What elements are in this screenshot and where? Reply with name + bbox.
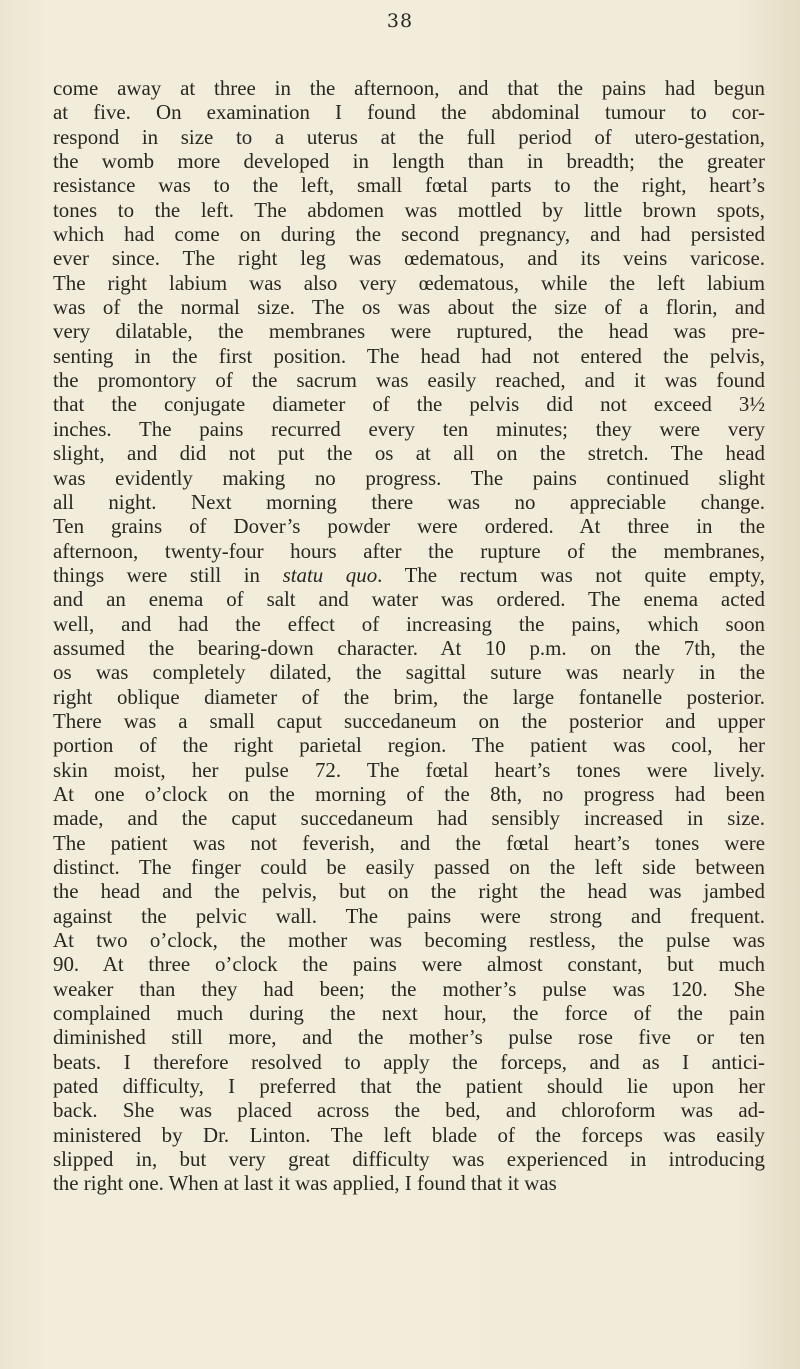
text-line: well, and had the effect of increasing the pains, which soon bbox=[53, 611, 765, 636]
text-line: things were still in statu quo. The rectum was not quite empty, bbox=[53, 562, 765, 587]
text-line: the womb more developed in length than in breadth; the greater bbox=[53, 149, 765, 174]
text-line: that the conjugate diameter of the pelvis did not exceed 3½ bbox=[53, 392, 765, 417]
body-text bbox=[53, 76, 765, 1196]
text-line: and an enema of salt and water was ordered. The enema acted bbox=[53, 587, 765, 612]
text-line: made, and the caput succedaneum had sensibly increased in size. bbox=[53, 806, 765, 831]
text-line: afternoon, twenty-four hours after the rupture of the membranes, bbox=[53, 538, 765, 563]
text-line: beats. I therefore resolved to apply the forceps, and as I antici- bbox=[53, 1049, 765, 1074]
text-line: diminished still more, and the mother’s pulse rose five or ten bbox=[53, 1025, 765, 1050]
text-line: the right one. When at last it was applied, I found that it was bbox=[53, 1171, 557, 1196]
text-line: the head and the pelvis, but on the right the head was jambed bbox=[53, 879, 765, 904]
text-line: all night. Next morning there was no appreciable change. bbox=[53, 489, 765, 514]
text-line: was evidently making no progress. The pains continued slight bbox=[53, 465, 765, 490]
text-line: At two o’clock, the mother was becoming restless, the pulse was bbox=[53, 928, 765, 953]
text-line: back. She was placed across the bed, and chloroform was ad- bbox=[53, 1098, 765, 1123]
text-line: 90. At three o’clock the pains were almost constant, but much bbox=[53, 952, 765, 977]
text-line: distinct. The finger could be easily passed on the left side between bbox=[53, 855, 765, 879]
text-line: resistance was to the left, small fœtal parts to the right, heart’s bbox=[53, 173, 765, 198]
italic-phrase: statu quo bbox=[282, 562, 378, 587]
text-line: The right labium was also very œdematous, while the left labium bbox=[53, 270, 765, 295]
text-line: complained much during the next hour, the force of the pain bbox=[53, 1001, 765, 1026]
text-line: come away at three in the afternoon, and that the pains had begun bbox=[53, 76, 765, 100]
text-line: tones to the left. The abdomen was mottled by little brown spots, bbox=[53, 197, 765, 222]
text-line: weaker than they had been; the mother’s pulse was 120. She bbox=[53, 976, 765, 1001]
text-line: ever since. The right leg was œdematous, and its veins varicose. bbox=[53, 246, 765, 271]
text-line: The patient was not feverish, and the fœtal heart’s tones were bbox=[53, 830, 765, 855]
text-line: Ten grains of Dover’s powder were ordered. At three in the bbox=[53, 514, 765, 539]
text-line: skin moist, her pulse 72. The fœtal heart’s tones were lively. bbox=[53, 757, 765, 782]
text-line: slipped in, but very great difficulty was experienced in introducing bbox=[53, 1147, 765, 1172]
text-line: was of the normal size. The os was about the size of a florin, and bbox=[53, 295, 765, 320]
text-line: against the pelvic wall. The pains were strong and frequent. bbox=[53, 903, 765, 928]
text-line: which had come on during the second pregnancy, and had persisted bbox=[53, 222, 765, 247]
text-line: the promontory of the sacrum was easily reached, and it was found bbox=[53, 368, 765, 393]
text-line: senting in the first position. The head had not entered the pelvis, bbox=[53, 343, 765, 368]
text-line: ministered by Dr. Linton. The left blade of the forceps was easily bbox=[53, 1122, 765, 1147]
page-number: 38 bbox=[386, 10, 414, 32]
text-line: assumed the bearing-down character. At 10 p.m. on the 7th, the bbox=[53, 635, 765, 660]
text-line: pated difficulty, I preferred that the patient should lie upon her bbox=[53, 1074, 765, 1099]
text-line: slight, and did not put the os at all on the stretch. The head bbox=[53, 441, 765, 466]
text-line: right oblique diameter of the brim, the large fontanelle posterior. bbox=[53, 684, 765, 709]
text-line: at five. On examination I found the abdominal tumour to cor- bbox=[53, 100, 765, 125]
text-line: very dilatable, the membranes were ruptured, the head was pre- bbox=[53, 319, 765, 344]
text-line: os was completely dilated, the sagittal suture was nearly in the bbox=[53, 660, 765, 685]
text-line: There was a small caput succedaneum on the posterior and upper bbox=[53, 708, 765, 733]
text-line: At one o’clock on the morning of the 8th, no progress had been bbox=[53, 781, 765, 806]
text-line: inches. The pains recurred every ten minutes; they were very bbox=[53, 416, 765, 441]
text-line: portion of the right parietal region. The patient was cool, her bbox=[53, 733, 765, 758]
text-line: respond in size to a uterus at the full period of utero-gestation, bbox=[53, 124, 765, 149]
